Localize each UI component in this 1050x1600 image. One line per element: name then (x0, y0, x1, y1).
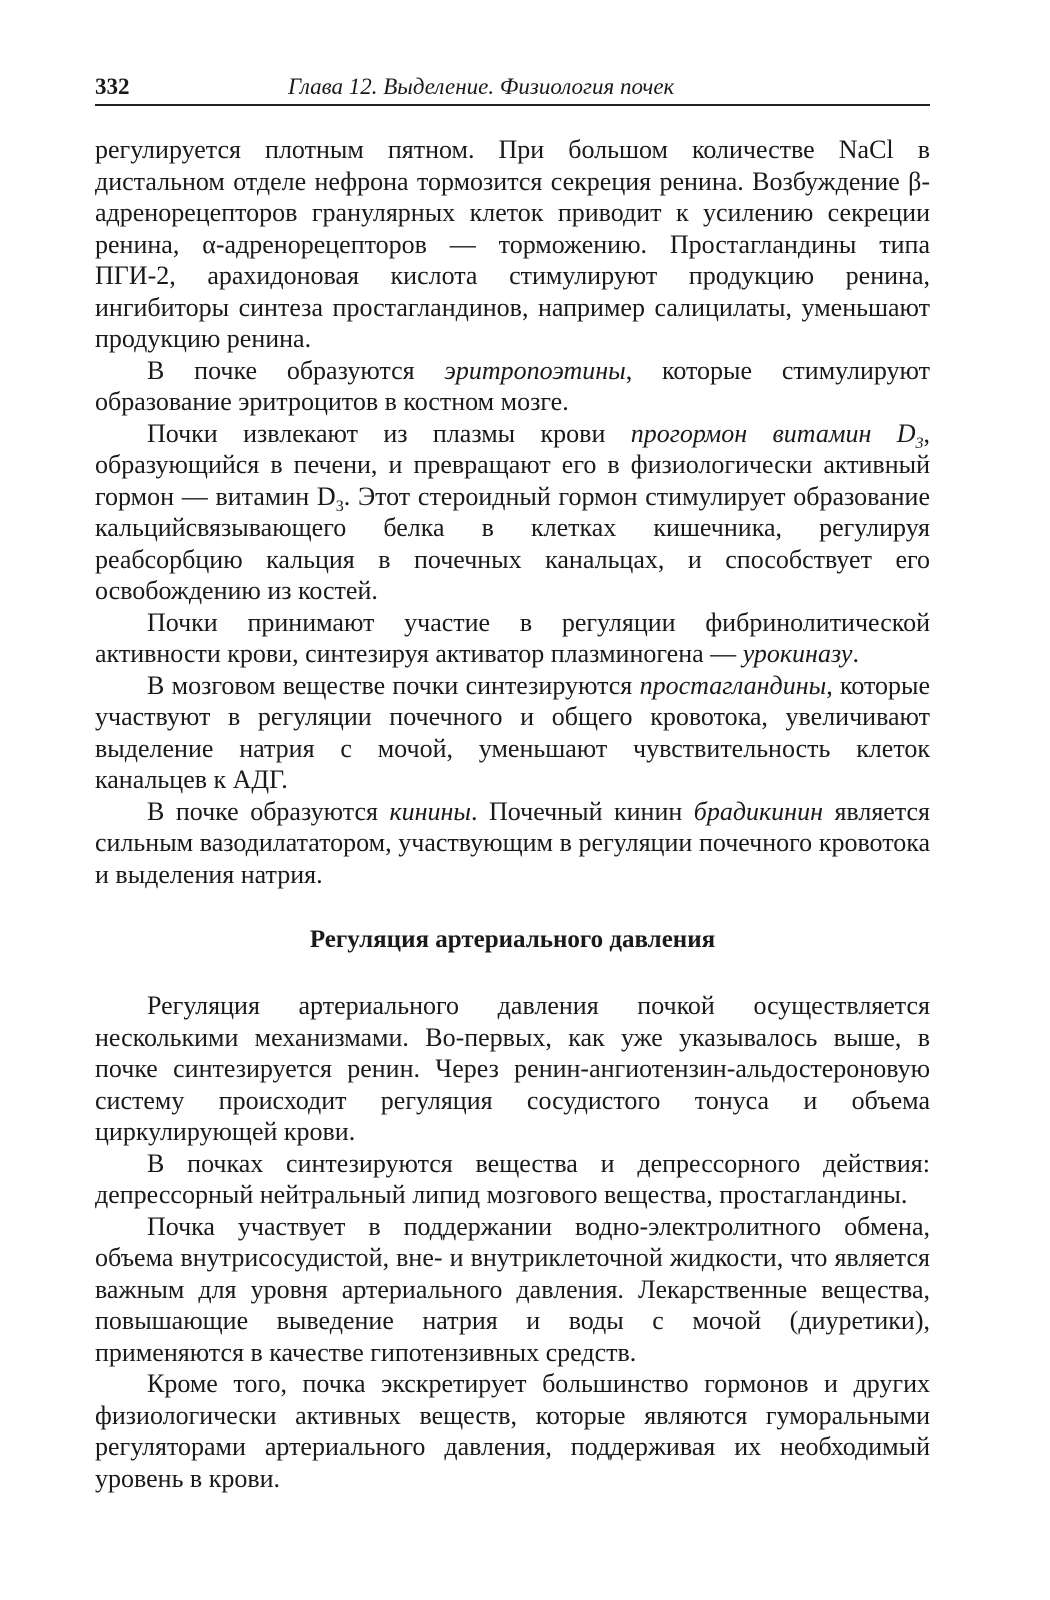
text-run: , которые стимулируют образование эритроцитов в костном мозге. (95, 355, 930, 416)
paragraph (95, 355, 930, 418)
text-run: Почки принимают участие в регуляции фибринолитической активности крови, синтезируя активатор плазминогена — (95, 607, 930, 668)
italic-term: брадикинин (693, 796, 823, 826)
paragraph (95, 670, 930, 796)
paragraph (95, 1211, 930, 1369)
body-text (95, 134, 930, 1494)
paragraph (95, 607, 930, 670)
text-run: , образующийся в печени, и превращают его в физиологически активный гормон — витамин D (95, 418, 930, 511)
paragraph (95, 990, 930, 1148)
subscript-text: 3 (335, 497, 344, 515)
paragraph (95, 1368, 930, 1494)
text-run: В почках синтезируются вещества и депрессорного действия: депрессорный нейтральный липид мозгового вещества, простагландины. (95, 1148, 930, 1209)
italic-term: простагландины (639, 670, 827, 700)
paragraph (95, 418, 930, 607)
text-run: Регуляция артериального давления почкой осуществляется несколькими механизмами. Во-первых, как уже указывалось выше, в почке синтезируется ренин. Через ренин-ангиотензин-альдостероновую систему происходит регуляция сосудистого тонуса и объема циркулирующей крови. (95, 991, 930, 1146)
section-heading (95, 924, 930, 956)
text-run: является сильным вазодилататором, участвующим в регуляции почечного кровотока и выделения натрия. (95, 796, 931, 889)
text-run: Кроме того, почка экскретирует большинство гормонов и других физиологически активных веществ, которые являются гуморальными регуляторами артериального давления, поддерживая их необходимый уровень в крови. (95, 1369, 930, 1493)
text-run: , которые участвуют в регуляции почечного и общего кровотока, увеличивают выделение натрия с мочой, уменьшают чувствительность клеток канальцев к АДГ. (95, 670, 930, 794)
running-title: Глава 12. Выделение. Физиология почек (288, 74, 675, 99)
text-run: В мозговом веществе почки синтезируются (147, 670, 640, 700)
text-run: . (852, 639, 859, 668)
text-run: В почке образуются (147, 796, 390, 826)
text-run: Регуляция артериального давления (309, 926, 716, 953)
italic-term: кинины (389, 796, 472, 826)
page-number: 332 (95, 74, 130, 99)
text-run: В почке образуются (147, 355, 445, 385)
text-run: Почки извлекают из плазмы крови (147, 418, 631, 448)
italic-term: прогормон витамин D (630, 418, 916, 448)
text-run: . Почечный кинин (471, 796, 694, 826)
italic-term: урокиназу (742, 639, 853, 668)
paragraph (95, 1148, 930, 1211)
italic-term: эритропоэтины (444, 355, 626, 385)
text-run: Почка участвует в поддержании водно-электролитного обмена, объема внутрисосудистой, вне- и внутриклеточной жидкости, что является важным для уровня артериального давления. Лекарственные вещества, повышающие выведение натрия и воды с мочой (диуретики), применяются в качестве гипотензивных средств. (95, 1211, 930, 1367)
page-header (95, 70, 930, 106)
paragraph (95, 134, 930, 355)
text-run: регулируется плотным пятном. При большом количестве NaCl в дистальном отделе нефрона тормозится секреция ренина. Возбуждение β-адренорецепторов гранулярных клеток приводит к усилению секреции ренина, α-адренорецепторов — торможению. Простагландины типа ПГИ-2, арахидоновая кислота стимулируют продукцию ренина, ингибиторы синтеза простагландинов, например салицилаты, уменьшают продукцию ренина. (95, 135, 930, 353)
subscript-text: 3 (915, 434, 924, 452)
text-run: . Этот стероидный гормон стимулирует образование кальцийсвязывающего белка в клетках кишечника, регулируя реабсорбцию кальция в почечных канальцах, и способствует его освобождению из костей. (95, 481, 930, 605)
paragraph (95, 796, 930, 891)
